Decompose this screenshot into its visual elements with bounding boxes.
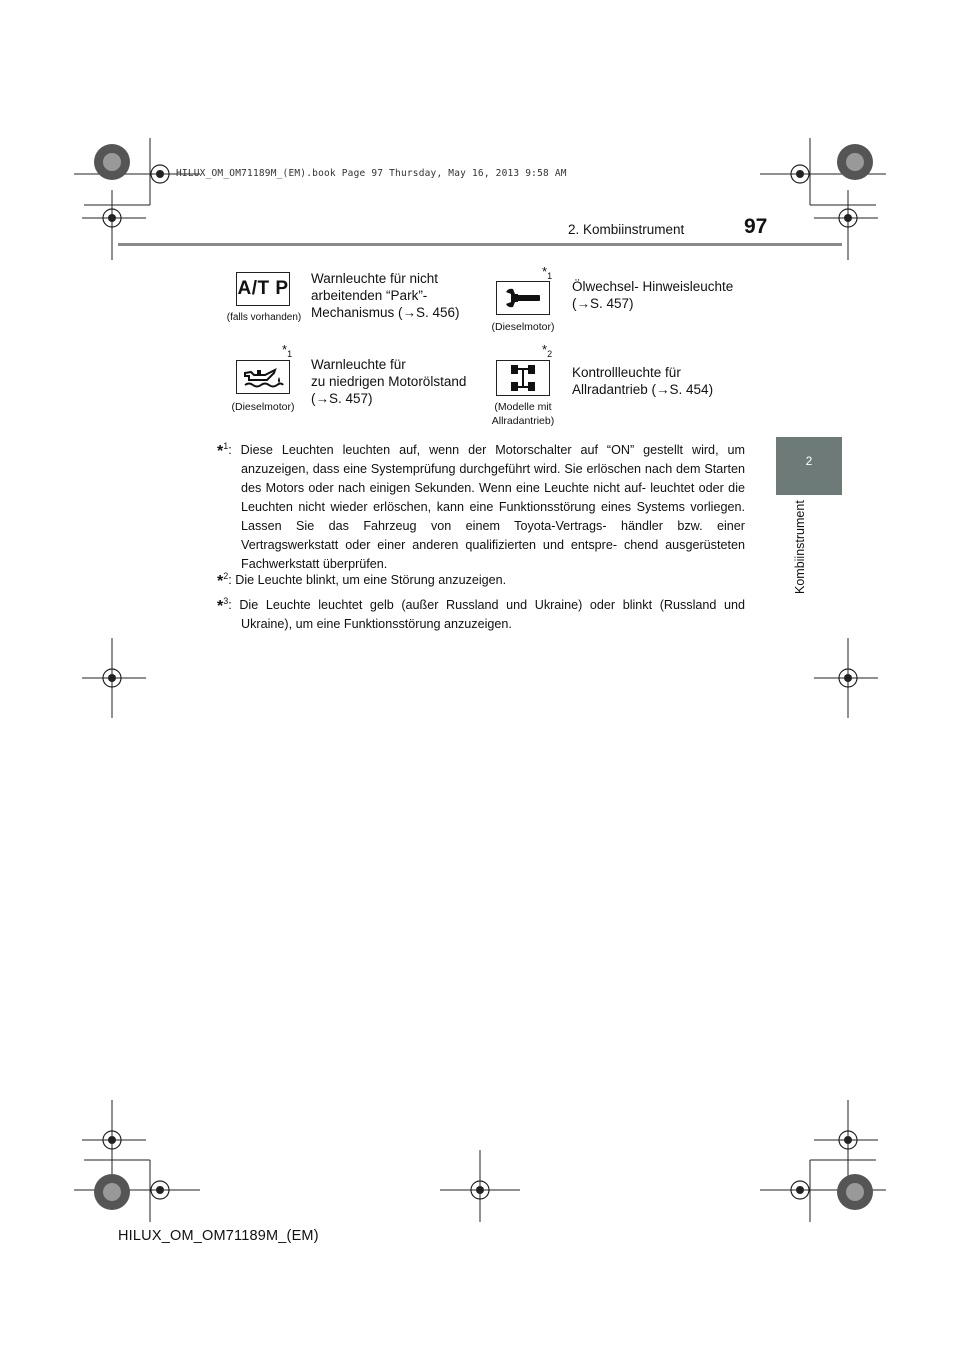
footnote-3: *$^3$: Die Leuchte leuchtet gelb (außer Russland und Ukraine) oder blinkt (Russland und Ukraine), um eine Funktionsstörung anzuzeigen. <box>217 596 745 632</box>
wrench-icon <box>496 281 550 315</box>
indicator-description: Warnleuchte für zu niedrigen Motorölstand (→S. 457) <box>311 357 467 406</box>
header-rule <box>118 243 842 246</box>
indicator-low-oil <box>222 342 482 418</box>
chapter-tab[interactable] <box>776 437 842 495</box>
indicator-caption: (Dieselmotor) <box>491 321 555 333</box>
footnote-marker: $*_1$ <box>282 342 293 359</box>
footnote-1: *$^1$: Diese Leuchten leuchten auf, wenn der Motorschalter auf “ON” gestellt wird, um anzuzeigen, dass eine Systemprüfung durchgeführt wird. Sie erlöschen nach dem Starten des Motors oder nach einigen Sekunden. Wenn eine Leuchte nicht auf- leuchtet oder die Leuchten nicht wieder erlöschen, kann eine Funktionsstörung eines Systems vorliegen. Lassen Sie das Fahrzeug von einem Toyota-Vertrags- händler bzw. einer Vertragswerkstatt oder einer anderen qualifizierten und entspre- chend ausgerüsteten Fachwerkstatt überprüfen. <box>217 441 745 572</box>
page-number: 97 <box>744 215 768 238</box>
footer-document-code: HILUX_OM_OM71189M_(EM) <box>118 1228 319 1244</box>
oil-pressure-icon <box>236 360 290 394</box>
indicator-caption: (falls vorhanden) <box>226 312 302 323</box>
indicator-description: Kontrollleuchte für Allradantrieb (→S. 454) <box>572 365 714 397</box>
indicator-at-p <box>222 270 472 330</box>
footnote-2: *$^2$: Die Leuchte blinkt, um eine Störung anzuzeigen. <box>217 571 507 591</box>
four-wheel-drive-icon <box>496 360 550 396</box>
indicator-caption: (Dieselmotor) <box>231 401 295 413</box>
indicator-caption: (Modelle mit Allradantrieb) <box>491 401 555 427</box>
section-title: 2. Kombiinstrument <box>568 222 685 237</box>
chapter-tab-number: 2 <box>805 454 813 468</box>
indicator-description: Warnleuchte für nicht arbeitenden “Park”- Mechanismus (→S. 456) <box>311 271 460 320</box>
print-header: HILUX_OM_OM71189M_(EM).book Page 97 Thursday, May 16, 2013 9:58 AM <box>176 168 567 179</box>
footnote-marker: $*_2$ <box>542 342 553 359</box>
indicator-description: Ölwechsel- Hinweisleuchte (→S. 457) <box>572 279 734 311</box>
at-p-icon <box>236 272 290 306</box>
indicator-oil-change <box>484 264 754 336</box>
chapter-tab-label: Kombiinstrument <box>793 500 807 594</box>
at-p-icon-text: A/T P <box>237 278 289 299</box>
footnote-marker: $*_1$ <box>542 264 553 281</box>
indicator-4wd <box>484 342 754 432</box>
